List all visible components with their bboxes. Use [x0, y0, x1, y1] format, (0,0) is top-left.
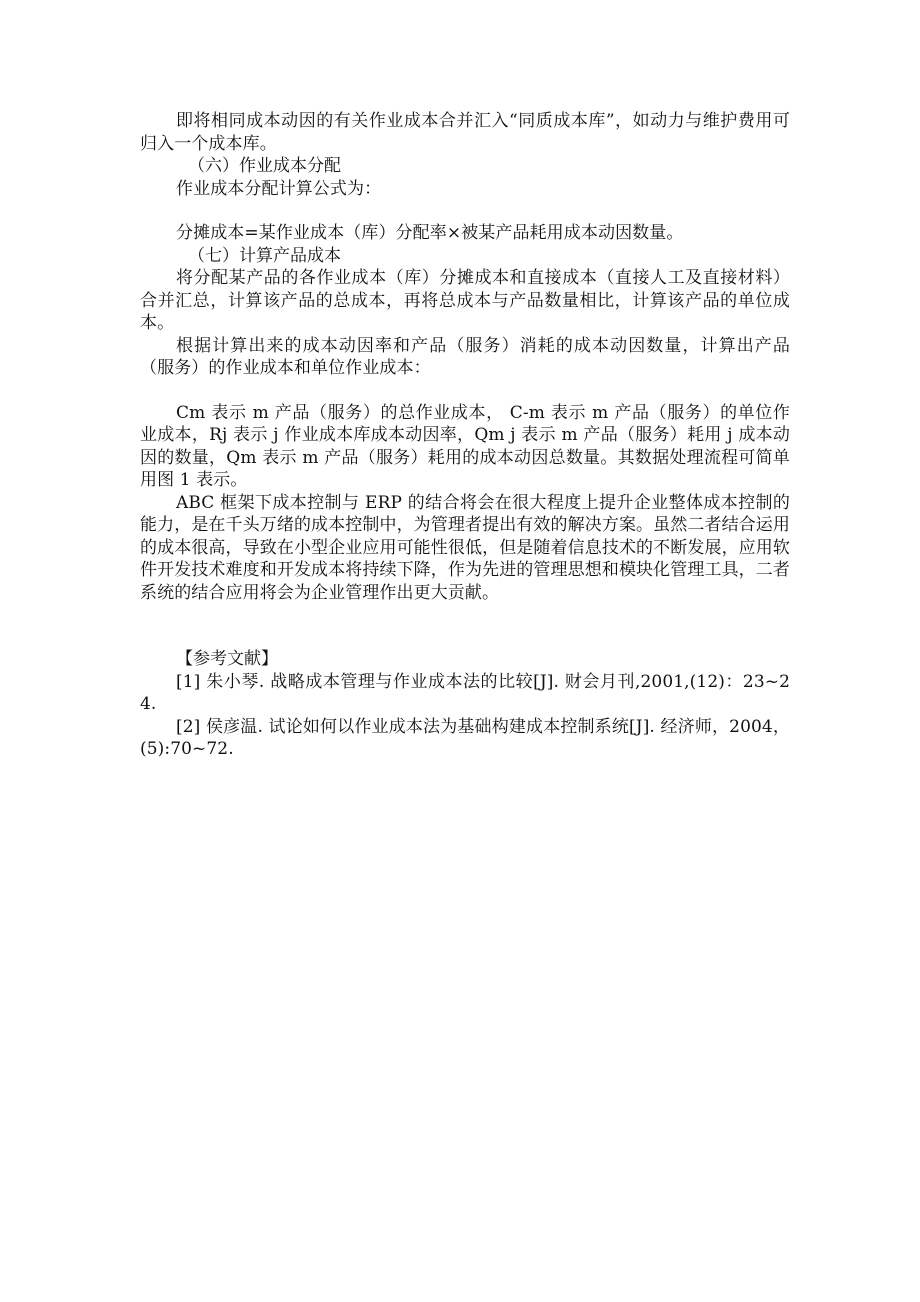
paragraph-abc-erp: ABC 框架下成本控制与 ERP 的结合将会在很大程度上提升企业整体成本控制的能力，是在千头万绪的成本控制中，为管理者提出有效的解决方案。虽然二者结合运用的成本很高，导致在小型企业应用可能性很低，但是随着信息技术的不断发展，应用软件开发技术难度和开发成本将持续下降，作为先进的管理思想和模块化管理工具，二者系统的结合应用将会为企业管理作出更大贡献。 — [140, 492, 790, 603]
reference-item-2: [2] 侯彦温. 试论如何以作业成本法为基础构建成本控制系统[J]. 经济师，2004，(5):70~72. — [140, 716, 790, 759]
reference-item-1: [1] 朱小琴. 战略成本管理与作业成本法的比较[J]. 财会月刊,2001,(12)：23~24. — [140, 671, 790, 714]
references-heading: 【参考文献】 — [176, 649, 278, 669]
paragraph-formula-intro: 作业成本分配计算公式为： — [176, 178, 382, 199]
references-spacer — [140, 604, 790, 648]
section-heading-6: （六）作业成本分配 — [188, 156, 341, 176]
formula-spacer — [140, 200, 790, 222]
section-heading-7: （七）计算产品成本 — [188, 245, 341, 266]
paragraph-cost-driver-rate: 根据计算出来的成本动因率和产品（服务）消耗的成本动因数量，计算出产品（服务）的作业成本和单位作业成本： — [140, 335, 790, 378]
paragraph-cost-pool: 即将相同成本动因的有关作业成本合并汇入“同质成本库”，如动力与维护费用可归入一个成本库。 — [140, 111, 790, 154]
document-page — [140, 110, 790, 761]
paragraph-allocation-formula: 分摊成本=某作业成本（库）分配率×被某产品耗用成本动因数量。 — [176, 223, 684, 243]
paragraph-product-cost: 将分配某产品的各作业成本（库）分摊成本和直接成本（直接人工及直接材料）合并汇总，计算该产品的总成本，再将总成本与产品数量相比，计算该产品的单位成本。 — [140, 268, 790, 333]
paragraph-variable-definitions: Cm 表示 m 产品（服务）的总作业成本， C-m 表示 m 产品（服务）的单位作业成本，Rj 表示 j 作业成本库成本动因率，Qm j 表示 m 产品（服务）耗用 j 成本动因的数量，Qm 表示 m 产品（服务）耗用的成本动因总数量。其数据处理流程可简单用图 1 表示。 — [140, 402, 790, 490]
equation-spacer — [140, 380, 790, 402]
